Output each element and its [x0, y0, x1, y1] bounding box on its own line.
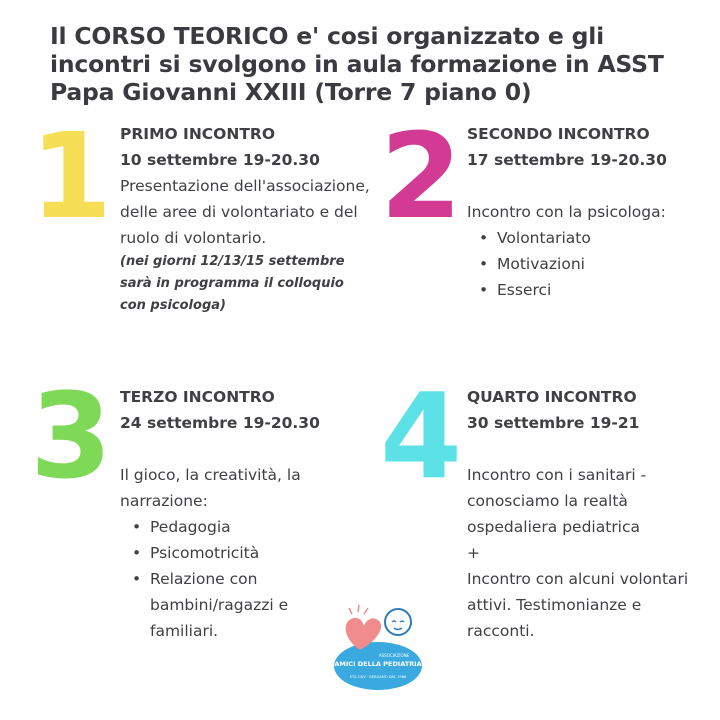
list-item: • Volontariato: [479, 225, 707, 251]
session-3-text: Il gioco, la creatività, la narrazione:: [120, 466, 301, 510]
session-2: [467, 121, 707, 303]
number-one: 1: [30, 107, 113, 245]
number-four: 4: [380, 367, 463, 505]
session-1-date: 10 settembre 19-20.30: [120, 151, 320, 169]
session-2-list: [467, 225, 707, 303]
session-4: [467, 384, 707, 644]
list-item: • Relazione con bambini/ragazzi e familiari.: [132, 566, 330, 644]
logo-top-text: ASSOCIAZIONE: [378, 653, 410, 658]
session-1-text: Presentazione dell'associazione, delle aree di volontariato e del ruolo di volontario.: [120, 177, 370, 247]
session-4-date: 30 settembre 19-21: [467, 414, 640, 432]
session-4-text-2: Incontro con alcuni volontari attivi. Testimonianze e racconti.: [467, 570, 689, 640]
logo-name-text: AMICI DELLA PEDIATRIA: [334, 660, 422, 668]
session-1-note: (nei giorni 12/13/15 settembre sarà in programma il colloquio con psicologa): [120, 254, 345, 313]
session-2-text: Incontro con la psicologa:: [467, 203, 666, 221]
session-3-list: [120, 514, 330, 644]
logo-bottom-text: ETS-ODV · BERGAMO DAL 1986: [349, 675, 407, 679]
session-2-date: 17 settembre 19-20.30: [467, 151, 667, 169]
session-4-heading: QUARTO INCONTRO: [467, 388, 637, 406]
number-two: 2: [380, 107, 463, 245]
number-three: 3: [30, 367, 113, 505]
session-2-heading: SECONDO INCONTRO: [467, 125, 650, 143]
session-1-heading: PRIMO INCONTRO: [120, 125, 276, 143]
session-1: [120, 121, 370, 317]
association-logo: [328, 600, 428, 694]
session-3: [120, 384, 330, 644]
list-item: • Pedagogia: [132, 514, 330, 540]
session-3-date: 24 settembre 19-20.30: [120, 414, 320, 432]
list-item: • Psicomotricità: [132, 540, 330, 566]
session-4-plus: +: [467, 544, 480, 562]
list-item: • Esserci: [479, 277, 707, 303]
list-item: • Motivazioni: [479, 251, 707, 277]
session-4-text-1: Incontro con i sanitari - conosciamo la realtà ospedaliera pediatrica: [467, 466, 647, 536]
page-title: Il CORSO TEORICO e' cosi organizzato e gli incontri si svolgono in aula formazione in ASST Papa Giovanni XXIII (Torre 7 piano 0): [50, 22, 664, 106]
face-icon: [385, 609, 411, 635]
session-3-heading: TERZO INCONTRO: [120, 388, 275, 406]
